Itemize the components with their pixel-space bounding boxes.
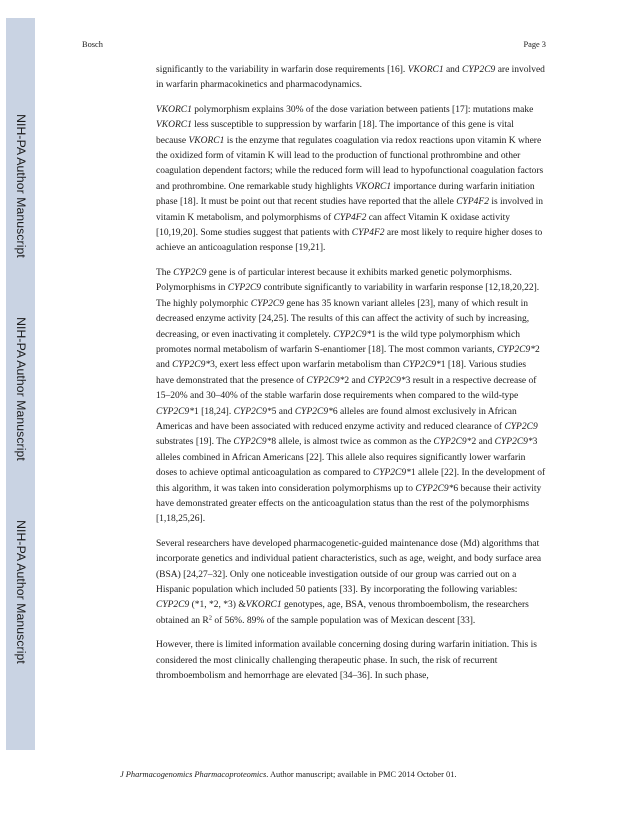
paragraph: However, there is limited information available concerning dosing during warfarin initiation. This is considered the most clinically challenging therapeutic phase. In such, the risk of recurrent thromboembolism and hemorrhage are elevated [34–36]. In such phase, [156, 640, 537, 682]
citation-footer: J Pharmacogenomics Pharmacoproteomics. Author manuscript; available in PMC 2014 October 01. [120, 770, 457, 779]
nih-sidebar [6, 18, 35, 750]
paragraph: The CYP2C9 gene is of particular interest because it exhibits marked genetic polymorphisms. Polymorphisms in CYP2C9 contribute significantly to variability in warfarin response [12,18,20,22]. The highly polymorphic CYP2C9 gene has 35 known variant alleles [23], many of which result in decreased enzyme activity [24,25]. The results of this can affect the activity of such by increasing, decreasing, or even inactivating it completely. CYP2C9*1 is the wild type polymorphism which promotes normal metabolism of warfarin S-enantiomer [18]. The most common variants, CYP2C9*2 and CYP2C9*3, exert less effect upon warfarin metabolism than CYP2C9*1 [18]. Various studies have demonstrated that the presence of CYP2C9*2 and CYP2C9*3 result in a respective decrease of 15–20% and 30–40% of the stable warfarin dose requirements when compared to the wild-type CYP2C9*1 [18,24]. CYP2C9*5 and CYP2C9*6 alleles are found almost exclusively in African Americas and have been associated with reduced enzyme activity and reduced clearance of CYP2C9 substrates [19]. The CYP2C9*8 allele, is almost twice as common as the CYP2C9*2 and CYP2C9*3 alleles combined in African Americans [22]. This allele also requires significantly lower warfarin doses to achieve optimal anticoagulation as compared to CYP2C9*1 allele [22]. In the development of this algorithm, it was taken into consideration polymorphisms up to CYP2C9*6 because their activity have demonstrated greater effects on the anticoagulation status than the rest of the polymorphisms [1,18,25,26]. [156, 267, 546, 525]
sidebar-label: NIH-PA Author Manuscript [13, 520, 28, 664]
running-header-author: Bosch [82, 40, 103, 49]
sidebar-label: NIH-PA Author Manuscript [13, 317, 28, 461]
page-number: Page 3 [523, 40, 546, 49]
sidebar-label: NIH-PA Author Manuscript [13, 114, 28, 258]
paragraph: significantly to the variability in warfarin dose requirements [16]. VKORC1 and CYP2C9 are involved in warfarin pharmacokinetics and pharmacodynamics. [156, 65, 545, 91]
article-body [156, 63, 546, 693]
paragraph: Several researchers have developed pharmacogenetic-guided maintenance dose (Md) algorithms that incorporate genetics and individual patient characteristics, such as age, weight, and body surface area (BSA) [24,27–32]. Only one noticeable investigation outside of our group was carried out on a Hispanic population which included 50 patients [33]. By incorporating the following variables: CYP2C9 (*1, *2, *3) &VKORC1 genotypes, age, BSA, venous thromboembolism, the researchers obtained an $R^2$ of 56%. 89% of the sample population was of Mexican descent [33]. [156, 538, 542, 626]
paragraph: VKORC1 polymorphism explains 30% of the dose variation between patients [17]: mutations make VKORC1 less susceptible to suppression by warfarin [18]. The importance of this gene is vital because VKORC1 is the enzyme that regulates coagulation via redox reactions upon vitamin K where the oxidized form of vitamin K will lead to the production of functional prothrombine and other coagulation dependent factors; while the reduced form will lead to hypofunctional coagulation factors and prothrombine. One remarkable study highlights VKORC1 importance during warfarin initiation phase [18]. It must be point out that recent studies have reported that the allele CYP4F2 is involved in vitamin K metabolism, and polymorphisms of CYP4F2 can affect Vitamin K oxidase activity [10,19,20]. Some studies suggest that patients with CYP4F2 are most likely to require higher doses to achieve an anticoagulation response [19,21]. [156, 104, 544, 254]
